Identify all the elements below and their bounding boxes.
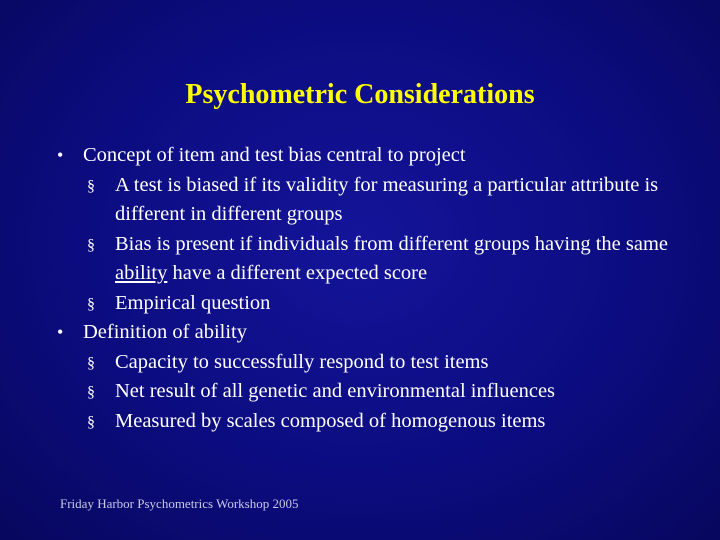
bullet-item xyxy=(55,318,705,348)
sub-bullet-item xyxy=(55,230,705,289)
underlined-word: ability xyxy=(115,262,168,284)
sub-bullet-text: A test is biased if its validity for measuring a particular attribute is different in different groups xyxy=(115,173,659,225)
slide-title: Psychometric Considerations xyxy=(185,79,535,110)
sub-bullet-icon: § xyxy=(87,384,95,401)
slide-body xyxy=(55,141,705,436)
bullet-item xyxy=(55,141,705,171)
bullet-icon: • xyxy=(57,322,64,342)
sub-bullet-icon: § xyxy=(87,236,95,254)
sub-bullet-text: Net result of all genetic and environmental influences xyxy=(115,380,556,402)
bullet-text: Definition of ability xyxy=(83,321,247,343)
sub-bullet-item xyxy=(55,348,705,378)
sub-bullet-item xyxy=(55,377,705,407)
sub-bullet-text-after: have a different expected score xyxy=(167,262,428,284)
sub-bullet-icon: § xyxy=(87,413,95,431)
bullet-text: Concept of item and test bias central to project xyxy=(83,144,466,166)
sub-bullet-icon: § xyxy=(87,177,95,195)
sub-bullet-icon: § xyxy=(87,354,95,372)
sub-bullet-item xyxy=(55,289,705,319)
slide-footer: Friday Harbor Psychometrics Workshop 2005 xyxy=(60,496,299,511)
sub-bullet-text: Capacity to successfully respond to test items xyxy=(115,350,489,373)
sub-bullet-item xyxy=(55,407,705,437)
sub-bullet-text-before: Bias is present if individuals from different groups having the same xyxy=(115,232,669,255)
sub-bullet-text: Measured by scales composed of homogenous items xyxy=(115,409,546,432)
bullet-icon: • xyxy=(57,145,64,165)
sub-bullet-item xyxy=(55,171,705,230)
sub-bullet-text: Empirical question xyxy=(115,291,271,314)
sub-bullet-icon: § xyxy=(87,295,95,313)
